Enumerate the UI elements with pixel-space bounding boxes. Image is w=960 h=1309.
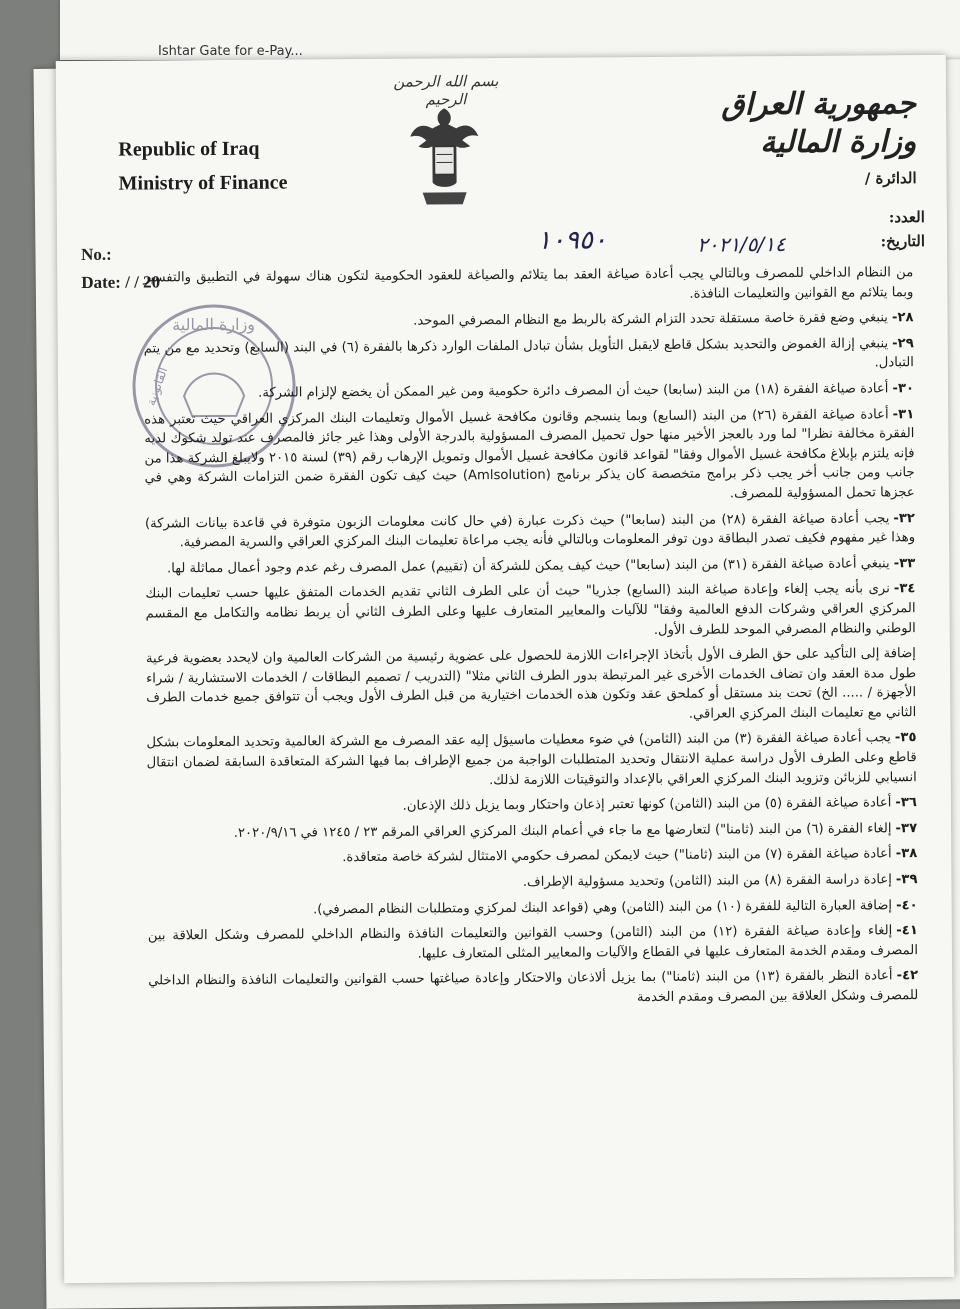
paragraph xyxy=(148,896,918,921)
handwritten-date: ٢٠٢١/٥/١٤ xyxy=(697,232,786,257)
paragraph xyxy=(145,554,915,579)
date-label: Date: / / 20 xyxy=(81,268,160,297)
svg-text:القانونية: القانونية xyxy=(144,365,171,407)
number-label: No.: xyxy=(81,240,160,269)
paragraph-number: ٣٨- xyxy=(896,847,918,862)
paragraph xyxy=(145,579,915,643)
eagle-emblem-icon xyxy=(406,102,483,213)
paragraph-number: ٢٨- xyxy=(892,310,914,325)
paragraph-text: نرى بأنه يجب إلغاء وإعادة صياغة البند (السابع) جذريا" حيث أن على الطرف الثاني تقديم الخدمات المتفق عليها حسب تعليمات البنك المركزي العراقي وشركات الدفع العالمية وفقا" للآليات والمعايير المتعارف عليها وعلى الطرف الثاني أن يربط نظامه والتكامل مع المقسم الوطني والنظام المصرفي الموحد للطرف الأول. xyxy=(145,582,915,638)
paragraph xyxy=(145,509,915,554)
svg-text:وزارة المالية: وزارة المالية xyxy=(172,315,255,336)
reference-fields-arabic xyxy=(880,205,925,253)
paragraph-text: ينبغي أعادة صياغة الفقرة (٣١) من البند (سابعا") حيث كيف يمكن للشركة أن (تقييم) عمل المصرف رغم عدم وجود أعمال مماثلة لها. xyxy=(167,556,890,576)
paragraph-number: ٣٣- xyxy=(894,556,916,571)
paragraph-text: أعادة صياغة الفقرة (٧) من البند (ثامنا") حيث لايمكن لمصرف حكومي الامتثال لشركة خاصة متعاقدة. xyxy=(342,847,892,866)
paragraph-text: أعادة صياغة الفقرة (١٨) من البند (سابعا) حيث أن المصرف دائرة حكومية ومن غير الممكن أن يخضع لإلزام الشركة. xyxy=(258,381,888,400)
english-ministry: Ministry of Finance xyxy=(118,166,287,201)
paragraph-text: من النظام الداخلي للمصرف وبالتالي يجب أعادة صياغة العقد بما يتلائم والصياغة للعقود الحكومية لتكون هناك سهولة في التطبيق والتفسير وبما يتلائم مع القوانين والتعليمات النافذة. xyxy=(143,265,913,301)
handwritten-number: ١٠٩٥٠ xyxy=(537,225,607,255)
paragraph-text: ينبغي وضع فقرة خاصة مستقلة تحدد التزام الشركة بالربط مع النظام المصرفي الموحد. xyxy=(413,311,888,329)
paragraph xyxy=(146,729,916,793)
date-label-arabic: التاريخ: xyxy=(880,229,925,253)
paragraph-number: ٤١- xyxy=(896,923,918,938)
paragraph xyxy=(146,644,917,728)
paragraph-number: ٣٥- xyxy=(895,731,917,746)
english-republic: Republic of Iraq xyxy=(118,132,287,167)
paragraph-number: ٣٤- xyxy=(894,581,916,596)
arabic-ministry: وزارة المالية xyxy=(722,123,917,162)
paragraph-text: إعادة دراسة الفقرة (٨) من البند (الثامن) وتحديد مسؤولية الإطراف. xyxy=(523,872,892,890)
top-strip-text: Ishtar Gate for e-Pay... xyxy=(158,44,303,59)
paragraph xyxy=(147,845,917,870)
paragraph xyxy=(144,405,915,508)
paragraph-text: إلغاء الفقرة (٦) من البند (ثامنا") لتعارضها مع ما جاء في أعمام البنك المركزي العراقي المرقم ٢٣ / ١٢٤٥ في ٢٠٢٠/٩/١٦. xyxy=(234,821,892,841)
paragraph-text: إضافة إلى التأكيد على حق الطرف الأول بأتخاذ الإجراءات اللازمة للحصول على عضوية رئيسية من الشركات العالمية وان لايحدد بعضوية فرعية طول مدة العقد وان تضاف الخدمات الأخرى غير المرتبطة بدور الطرف الثاني مثلا" (التدريب / تصميم البطاقات / الخدمات الاستشارية / شراء الأجهزة / ..... الخ) تحت بند مستقل أو كملحق عقد وتكون هذه الخدمات اختيارية من قبل الطرف الأول ويجب أن تتوافق جميع خدمات الطرف الثاني مع تعليمات البنك المركزي العراقي. xyxy=(146,646,916,721)
paragraph-number: ٣٩- xyxy=(896,872,918,887)
paragraph-text: يجب أعادة صياغة الفقرة (٢٨) من البند (سابعا") حيث ذكرت عبارة (في حال كانت معلومات الزبون متوفرة في قاعدة بيانات الشركة) وهذا غير مفهوم فكيف تصدر البطاقة دون توفر المعلومات وبالتالي فأنه يجب مراعاة تعليمات البنك المركزي العراقي والسرية المصرفية. xyxy=(145,511,915,551)
english-letterhead xyxy=(118,132,287,201)
paragraph-number: ٣٠- xyxy=(892,381,914,396)
paragraph-number: ٤٢- xyxy=(897,969,919,984)
arabic-department: الدائرة / xyxy=(722,169,917,188)
paragraph-text: إلغاء وإعادة صياغة الفقرة (١٢) من البند (الثامن) وحسب القوانين والتعليمات النافذة والنظام الداخلي للمصرف وشكل العلاقة بين المصرف ومقدم الخدمة المتعارف عليها في القطاع والآليات والمعايير المثلى المتعارف عليها. xyxy=(148,924,918,962)
paragraph-text: إضافة العبارة التالية للفقرة (١٠) من البند (الثامن) وهي (قواعد البنك لمركزي ومتطلبات النظام المصرفي). xyxy=(313,898,892,917)
paragraph xyxy=(144,379,914,404)
paragraph-number: ٢٩- xyxy=(892,336,914,351)
paragraph xyxy=(148,921,918,966)
paragraph xyxy=(143,263,913,308)
paragraph-text: يجب أعادة صياغة الفقرة (٣) من البند (الثامن) في ضوء معطيات ماسيؤل إليه عقد المصرف مع الشركة العالمية وتحديد المعلومات بشكل قاطع وعلى الطرف الأول دراسة عملية الانتقال وتحديد المتطلبات الواجبة من جميع الإطراف بما فيها الشركة المتعاقدة السابقة لضمان انتقال انسيابي للزبائن وتزويد البنك المركزي العراقي بالإعداد والتوقيتات اللازمة لذلك. xyxy=(146,731,916,788)
paragraph-text: أعادة النظر بالفقرة (١٣) من البند (ثامنا") بما يزيل ألاذعان والاحتكار وإعادة صياغتها حسب القوانين والتعليمات النافذة والنظام الداخلي للمصرف وشكل العلاقة بين المصرف ومقدم الخدمة xyxy=(148,969,918,1005)
paragraph-text: أعادة صياغة الفقرة (٥) من البند (الثامن) كونها تعتبر إذعان واحتكار وبما يزيل ذلك الإذعان. xyxy=(403,796,892,814)
arabic-letterhead xyxy=(721,85,916,188)
paragraph xyxy=(147,793,917,818)
arabic-republic: جمهورية العراق xyxy=(721,85,916,124)
letter-page xyxy=(56,55,955,1283)
paragraph xyxy=(144,334,914,379)
paragraph-text: ينبغي إزالة الغموض والتحديد بشكل قاطع لايقبل التأويل بشأن تبادل الملفات الوارد ذكرها بالفقرة (٦) في البند (السابع) وتحديد مع من يتم التبادل. xyxy=(144,336,914,371)
paragraph-number: ٤٠- xyxy=(896,898,918,913)
paragraph xyxy=(148,967,918,1012)
paragraph-number: ٣٢- xyxy=(893,511,915,526)
basmala: بسم الله الرحمن الرحيم xyxy=(376,72,516,109)
paragraph-number: ٣٦- xyxy=(895,795,917,810)
paragraph-number: ٣١- xyxy=(893,407,915,422)
paragraph-number: ٣٧- xyxy=(895,821,917,836)
paragraph xyxy=(147,870,917,895)
letter-body xyxy=(143,263,918,1017)
paragraph-text: أعادة صياغة الفقرة (٢٦) من البند (السابع) وبما ينسجم وقانون مكافحة غسيل الأموال وتعليمات البنك المركزي العراقي حيث تعتبر هذه الفقرة مخالفة نظرا" لما ورد بالعجز الأخير منها حول تحميل المصرف المسؤولية بالدرجة الأولى وهذا غير جائز فالمصرف عند تولد شكوك لديه فإنه يلتزم بإبلاغ مكافحة غسيل الأموال وفقا" لقواعد قانون مكافحة غسيل الأموال وتمويل الإرهاب رقم (٣٩) لسنة ٢٠١٥ ولايبلغ الشركة هذا من جانب ومن جانب أخر يجب ذكر برامج متخصصة كان يذكر برنامج (Amlsolution) حيث كيف تكون الفقرة ضمن التزامات الشركة وهي في عجزها تحمل المسؤولية للمصرف. xyxy=(144,407,915,501)
paragraph xyxy=(144,308,914,333)
paragraph xyxy=(147,819,917,844)
number-label-arabic: العدد: xyxy=(880,205,925,229)
